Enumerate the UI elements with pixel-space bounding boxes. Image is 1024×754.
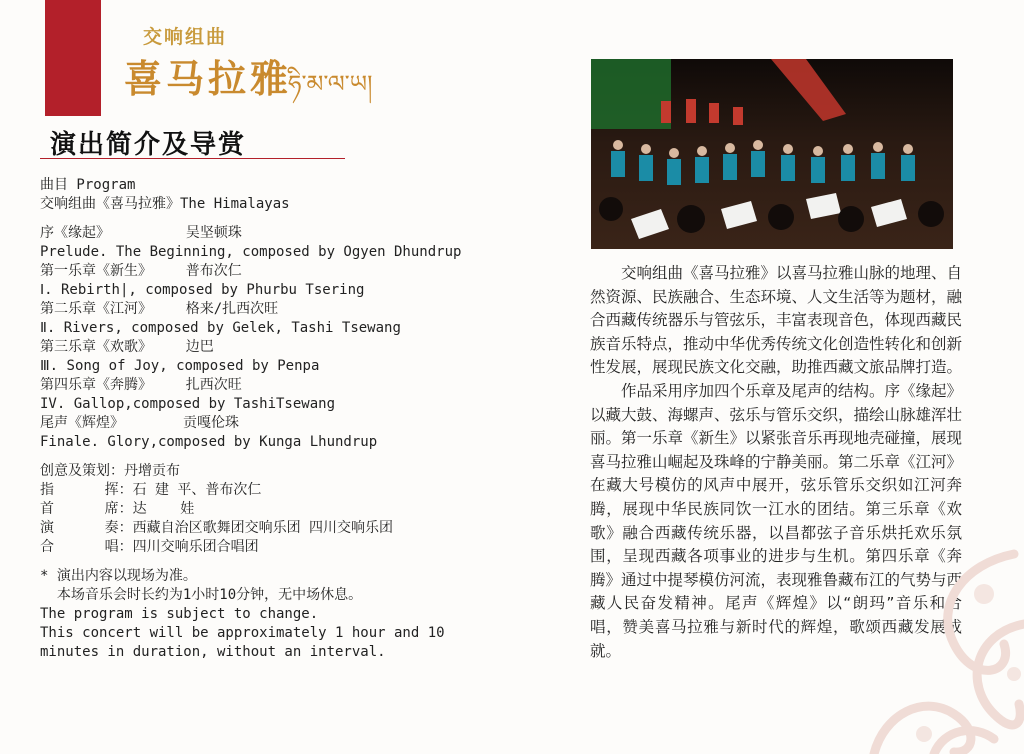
program-list xyxy=(40,176,560,662)
program-line: 指 挥：石 建 平、普布次仁 xyxy=(40,482,262,498)
section-title: 演出简介及导赏 xyxy=(50,130,247,160)
program-line: 第四乐章《奔腾》 扎西次旺 xyxy=(40,377,242,393)
program-line: Finale. Glory,composed by Kunga Lhundrup xyxy=(40,434,378,450)
program-line: Ⅰ. Rebirth|, composed by Phurbu Tsering xyxy=(40,282,365,298)
orchestra-photo xyxy=(591,59,953,249)
description-paragraph: 交响组曲《喜马拉雅》以喜马拉雅山脉的地理、自然资源、民族融合、生态环境、人文生活等为题材，融合西藏传统器乐与管弦乐，丰富表现音色，体现西藏民族音乐特点，推动中华优秀传统文化创造性转化和创新性发展，展现民族文化交融，助推西藏文旅品牌打造。 xyxy=(590,264,963,377)
red-accent-block xyxy=(45,0,101,116)
program-line: Prelude. The Beginning, composed by Ogyen Dhundrup xyxy=(40,244,462,260)
page-title: 喜马拉雅 xyxy=(124,56,293,101)
program-line: 第二乐章《江河》 格来/扎西次旺 xyxy=(40,301,279,317)
program-line: This concert will be approximately 1 hour and 10 xyxy=(40,625,445,641)
line-gap xyxy=(40,557,560,567)
description-paragraph: 作品采用序加四个乐章及尾声的结构。序《缘起》以藏大鼓、海螺声、弦乐与管乐交织，描绘山脉雄浑壮丽。第一乐章《新生》以紧张音乐再现地壳碰撞，展现喜马拉雅山崛起及珠峰的宁静美丽。第二乐章《江河》在藏大号模仿的风声中展开，弦乐管乐交织如江河奔腾，展现中华民族同饮一江水的团结。第三乐章《欢歌》融合西藏传统乐器，以昌都弦子音乐烘托欢乐氛围，呈现西藏各项事业的进步与生机。第四乐章《奔腾》通过中提琴模仿河流，表现雅鲁藏布江的气势与西藏人民奋发精神。尾声《辉煌》以“朗玛”音乐和合唱，赞美喜马拉雅与新时代的辉煌，歌颂西藏发展成就。 xyxy=(590,381,963,660)
suite-label: 交响组曲 xyxy=(143,26,228,48)
line-gap xyxy=(40,214,560,224)
program-line: 合 唱：四川交响乐团合唱团 xyxy=(40,539,259,555)
program-line: * 演出内容以现场为准。 xyxy=(40,568,197,584)
section-divider xyxy=(40,158,345,159)
ornament-decoration xyxy=(814,534,1024,754)
program-line: 首 席：达 娃 xyxy=(40,501,195,517)
program-line: IV. Gallop,composed by TashiTsewang xyxy=(40,396,336,412)
program-line: 交响组曲《喜马拉雅》The Himalayas xyxy=(40,196,290,212)
line-gap xyxy=(40,452,560,462)
program-line: 第一乐章《新生》 普布次仁 xyxy=(40,263,242,279)
orchestra-image xyxy=(591,59,953,249)
program-line: 序《缘起》 吴坚顿珠 xyxy=(40,225,242,241)
program-line: 曲目 Program xyxy=(40,177,136,193)
program-line: 创意及策划：丹增贡布 xyxy=(40,463,180,479)
program-line: Ⅲ. Song of Joy, composed by Penpa xyxy=(40,358,320,374)
program-line: 演 奏：西藏自治区歌舞团交响乐团 四川交响乐团 xyxy=(40,520,393,536)
program-line: 尾声《辉煌》 贡嘎伦珠 xyxy=(40,415,240,431)
program-line: Ⅱ. Rivers, composed by Gelek, Tashi Tsewang xyxy=(40,320,401,336)
program-line: The program is subject to change. xyxy=(40,606,319,622)
program-line: minutes in duration, without an interval. xyxy=(40,644,386,660)
program-line: 本场音乐会时长约为1小时10分钟，无中场休息。 xyxy=(40,587,363,603)
program-line: 第三乐章《欢歌》 边巴 xyxy=(40,339,214,355)
tibetan-title: ཧི་མ་ལ་ཡ། xyxy=(288,70,373,98)
